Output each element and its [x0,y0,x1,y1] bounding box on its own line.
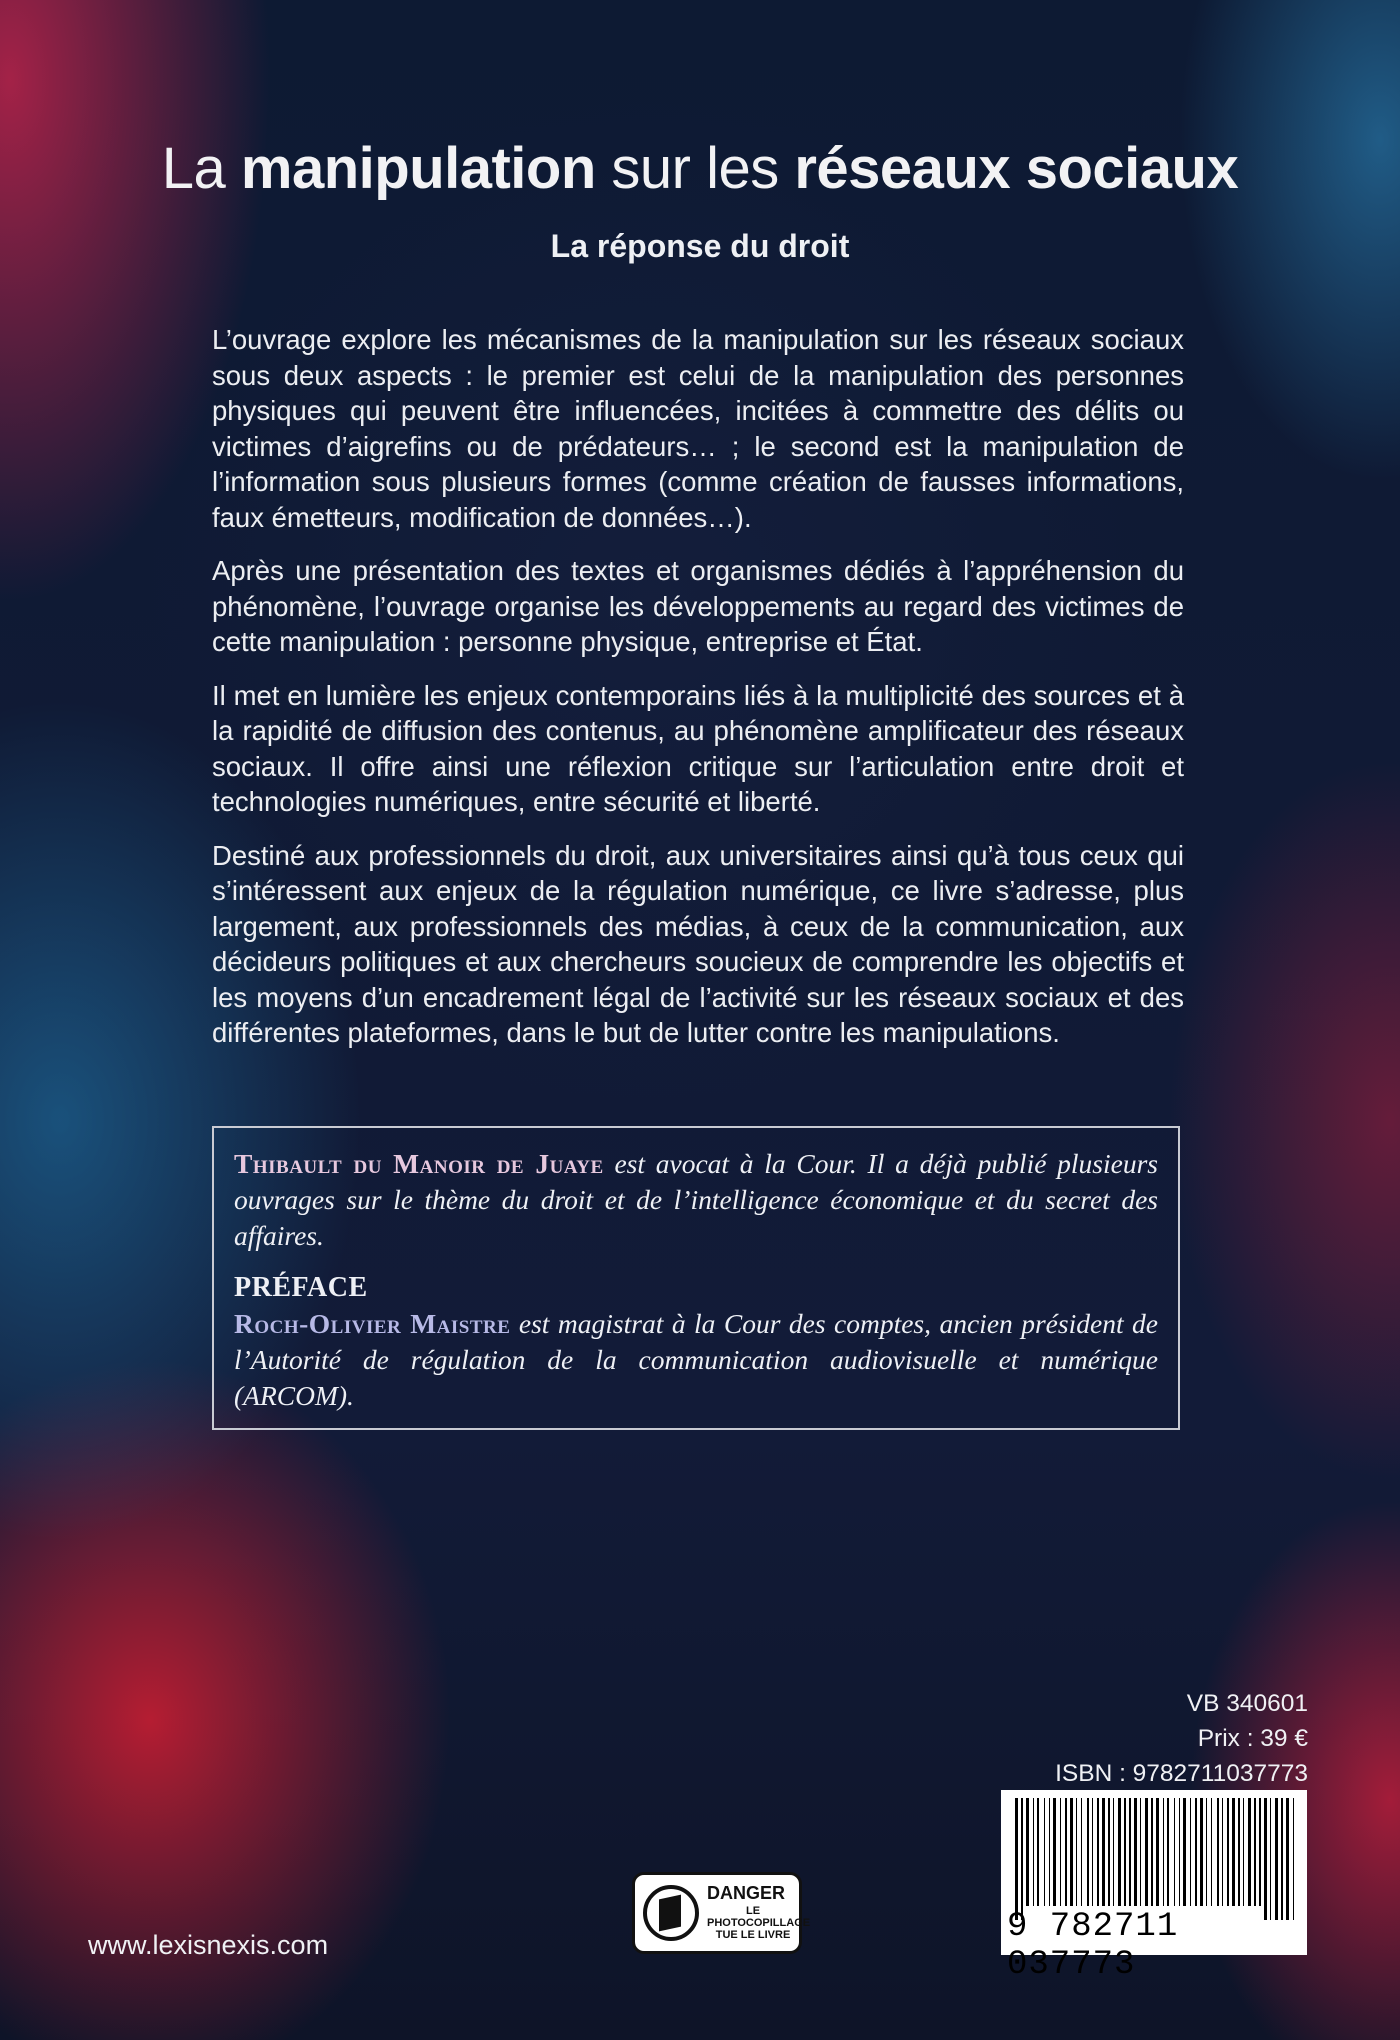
author-name: Thibault du Manoir de Juaye [234,1148,604,1179]
barcode-bar [1070,1798,1073,1906]
barcode-bar [1183,1798,1186,1906]
danger-photocopillage-logo [632,1872,811,1954]
barcode-bar [1140,1798,1141,1906]
barcode-bar [1232,1798,1235,1906]
barcode-bar [1097,1798,1099,1906]
barcode-bar [1174,1798,1175,1906]
book-icon [659,1895,681,1932]
author-bio-box [212,1126,1180,1430]
blurb [212,322,1184,1069]
barcode-bar [1124,1798,1126,1906]
barcode-bar [1286,1798,1289,1920]
reference-code: VB 340601 [1186,1690,1308,1717]
photocopillage-label: LE PHOTOCOPILLAGE TUE LE LIVRE [707,1905,811,1941]
barcode-bar [1151,1798,1153,1906]
title-part-2: manipulation [240,136,596,201]
title-part-4: réseaux sociaux [794,136,1239,201]
barcode-bar [1275,1798,1278,1920]
publisher-website: www.lexisnexis.com [88,1930,329,1960]
barcode-bar [1065,1798,1067,1906]
barcode-bar [1211,1798,1212,1906]
barcode-bar [1227,1798,1229,1906]
isbn-barcode [1001,1790,1307,1984]
barcode-bar [1293,1798,1294,1920]
blurb-paragraph-3: Il met en lumière les enjeux contemporains liés à la multiplicité des sources et à la rapidité de diffusion des contenus, au phénomène amplificateur des réseaux sociaux. Il offre ainsi une réflexion critique sur l’articulation entre droit et technologies numériques, entre sécurité et liberté. [212,679,1184,817]
barcode-bar [1113,1798,1114,1906]
barcode-bar [1033,1798,1034,1906]
barcode-bar [1217,1798,1219,1906]
barcode-bar [1134,1798,1137,1906]
barcode-bar [1243,1798,1244,1906]
barcode-bar [1081,1798,1082,1906]
barcode-bar [1264,1798,1267,1920]
barcode-bar [1200,1798,1203,1906]
preface-heading: PRÉFACE [234,1272,368,1303]
barcode-bar [1108,1798,1110,1906]
barcode-bar [1118,1798,1121,1906]
barcode-bar [1076,1798,1077,1906]
barcode-digits: 9 782711 037773 [1007,1908,1179,1984]
barcode-bar [1190,1798,1191,1906]
barcode-bar [1021,1798,1023,1920]
barcode-bar [1222,1798,1223,1906]
barcode-bar [1195,1798,1197,1906]
barcode-bar [1026,1798,1029,1906]
book-title [0,135,1400,202]
blurb-paragraph-4: Destiné aux professionnels du droit, aux universitaires ainsi qu’à tous ceux qui s’intéressent aux enjeux de la régulation numérique, ce livre s’adresse, plus largement, aux professionnels des médias, à ceux de la communication, aux décideurs politiques et aux chercheurs soucieux de comprendre les objectifs et les moyens d’un encadrement légal de l’activité sur les réseaux sociaux et des différentes plateformes, dans le but de lutter contre les manipulations. [212,839,1184,1048]
barcode-bar [1206,1798,1207,1906]
barcode-bar [1060,1798,1061,1906]
author-bio [234,1146,1158,1254]
blurb-paragraph-2: Après une présentation des textes et organismes dédiés à l’appréhension du phénomène, l’ouvrage organise les développements au regard des victimes de cette manipulation : personne physique, entreprise et État. [212,555,1184,657]
isbn: ISBN : 9782711037773 [1055,1760,1308,1787]
barcode-bar [1248,1798,1251,1906]
barcode-bar [1049,1798,1050,1906]
title-part-1: La [161,136,241,201]
price: Prix : 39 € [1197,1725,1308,1752]
barcode-bar [1037,1798,1039,1906]
blurb-paragraph-1: L’ouvrage explore les mécanismes de la manipulation sur les réseaux sociaux sous deux aspects : le premier est celui de la manipulation des personnes physiques qui peuvent être influencées, incitées à commettre des délits ou victimes d’aigrefins ou de prédateurs… ; le second est la manipulation de l’information sous plusieurs formes (comme création de fausses informations, faux émetteurs, modification de données…). [212,324,1184,533]
barcode-bar [1092,1798,1093,1906]
barcode-bar [1156,1798,1159,1906]
barcode-bar [1053,1798,1056,1906]
preface-author-name: Roch-Olivier Maistre [234,1308,511,1339]
barcode-bar [1270,1798,1271,1920]
barcode-bar [1087,1798,1089,1906]
title-part-3: sur les [595,136,795,201]
barcode-bar [1259,1798,1261,1906]
barcode-bar [1129,1798,1131,1906]
danger-label: DANGER [707,1883,786,1903]
book-subtitle: La réponse du droit [550,228,850,264]
barcode-bar [1179,1798,1180,1906]
preface-author-description: est magistrat à la Cour des comptes, ancien président de l’Autorité de régulation de la communication audiovisuelle et numérique (ARCOM). [234,1308,1158,1411]
barcode-bar [1044,1798,1045,1906]
preface-bio [234,1306,1158,1414]
barcode-bar [1145,1798,1148,1906]
barcode-bar [1102,1798,1105,1906]
barcode-bar [1238,1798,1240,1906]
author-description: est avocat à la Cour. Il a déjà publié plusieurs ouvrages sur le thème du droit et de l’intelligence économique et du secret des affaires. [234,1148,1159,1251]
barcode-bar [1167,1798,1169,1906]
barcode-bar [1163,1798,1164,1906]
barcode-bar [1281,1798,1283,1920]
barcode-bar [1254,1798,1256,1906]
barcode-bar [1015,1798,1018,1920]
